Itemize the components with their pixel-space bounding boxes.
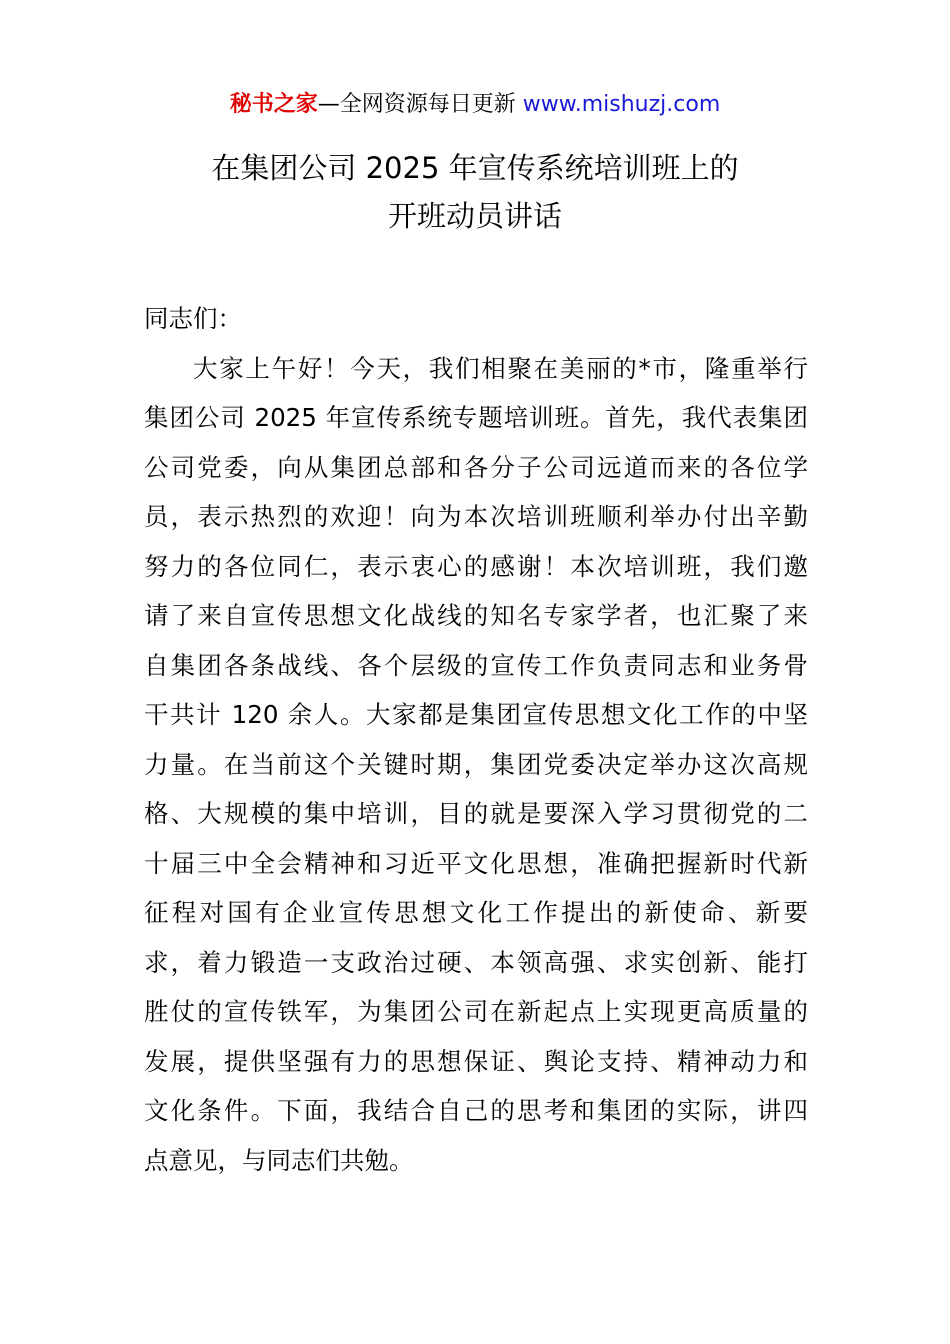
site-brand: 秘书之家 <box>229 92 318 117</box>
site-tagline: —全网资源每日更新 <box>317 92 523 117</box>
salutation: 同志们： <box>144 304 242 333</box>
body-paragraph <box>144 344 808 1186</box>
paragraph-line: 努力的各位同仁，表示衷心的感谢！本次培训班，我们邀 <box>144 551 808 581</box>
title-line: 开班动员讲话 <box>387 199 562 233</box>
title-line: 在集团公司 2025 年宣传系统培训班上的 <box>211 151 739 185</box>
site-header <box>0 88 950 122</box>
paragraph-line: 求，着力锻造一支政治过硬、本领高强、求实创新、能打 <box>144 947 808 977</box>
paragraph-line: 十届三中全会精神和习近平文化思想，准确把握新时代新 <box>144 848 808 878</box>
document-title <box>0 144 950 240</box>
paragraph-line: 发展，提供坚强有力的思想保证、舆论支持、精神动力和 <box>144 1046 808 1076</box>
paragraph-line: 格、大规模的集中培训，目的就是要深入学习贯彻党的二 <box>144 799 808 828</box>
paragraph-line: 征程对国有企业宣传思想文化工作提出的新使命、新要 <box>144 898 808 927</box>
paragraph-line: 胜仗的宣传铁军，为集团公司在新起点上实现更高质量的 <box>144 997 808 1026</box>
paragraph-line: 集团公司 2025 年宣传系统专题培训班。首先，我代表集团 <box>144 403 808 432</box>
paragraph-line: 公司党委，向从集团总部和各分子公司远道而来的各位学 <box>144 452 808 482</box>
paragraph-line: 干共计 120 余人。大家都是集团宣传思想文化工作的中坚 <box>144 700 808 729</box>
document-body <box>144 294 808 1185</box>
paragraph-line: 员，表示热烈的欢迎！向为本次培训班顺利举办付出辛勤 <box>144 502 808 531</box>
paragraph-line: 点意见，与同志们共勉。 <box>144 1145 414 1175</box>
paragraph-line: 力量。在当前这个关键时期，集团党委决定举办这次高规 <box>144 749 808 779</box>
site-url-link[interactable]: www.mishuzj.com <box>522 92 721 117</box>
paragraph-line: 大家上午好！今天，我们相聚在美丽的*市，隆重举行 <box>193 353 808 383</box>
paragraph-line: 文化条件。下面，我结合自己的思考和集团的实际，讲四 <box>144 1096 808 1125</box>
paragraph-line: 请了来自宣传思想文化战线的知名专家学者，也汇聚了来 <box>144 601 808 630</box>
paragraph-line: 自集团各条战线、各个层级的宣传工作负责同志和业务骨 <box>144 650 808 680</box>
